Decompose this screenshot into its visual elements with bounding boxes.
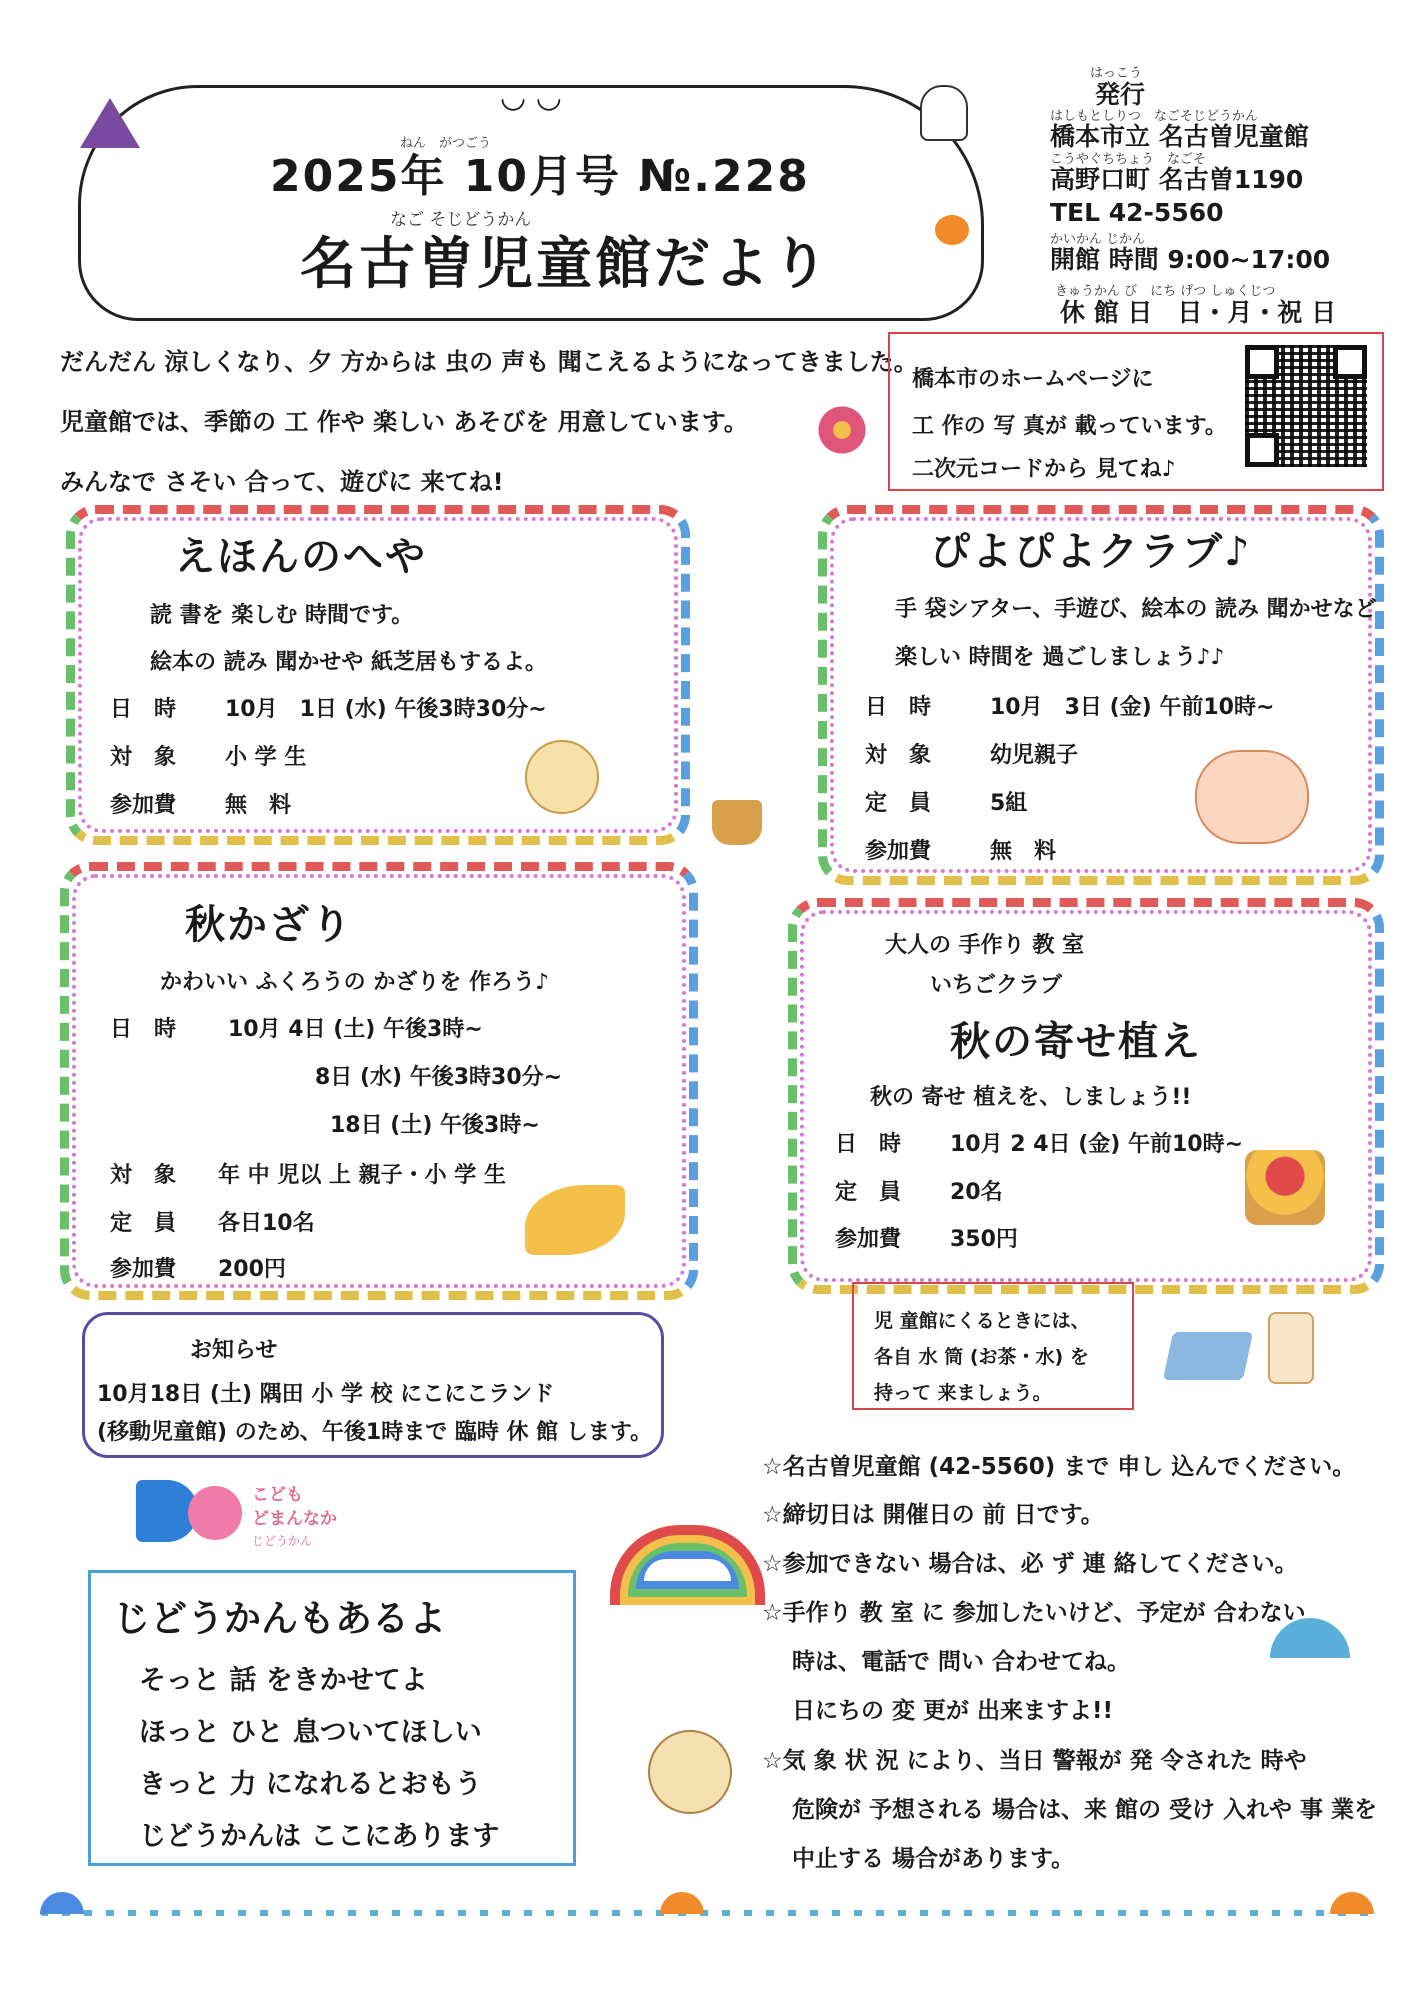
towel-icon <box>1163 1332 1253 1380</box>
aki-date-3: 18日 (土) 午後3時~ <box>330 1113 540 1138</box>
cosmos-flower-icon <box>812 400 872 460</box>
aki-fee-label: 参加費 <box>110 1257 177 1282</box>
yose-subtitle-2: いちごクラブ <box>930 973 1063 998</box>
storm-kid-illustration <box>648 1730 732 1814</box>
water-line-2: 各自 水 筒 (お茶・水) を <box>874 1346 1089 1368</box>
qr-code[interactable] <box>1245 345 1367 467</box>
witch-hat-icon <box>80 98 140 148</box>
page-title: 名古曽児童館だより <box>300 232 831 297</box>
jidoukan-line-2: ほっと ひと 息ついてほしい <box>139 1717 482 1748</box>
issue-number: 2025年 10月号 №.228 <box>270 151 810 202</box>
hakkou-ruby: はっこう <box>1090 66 1143 81</box>
footer-raindrop-border <box>40 1910 1380 1916</box>
piyo-fee-label: 参加費 <box>865 839 932 864</box>
yose-fee: 350円 <box>950 1227 1018 1252</box>
ehon-date: 10月 1日 (水) 午後3時30分~ <box>225 697 547 722</box>
issue-ruby: ねん がつごう <box>400 136 492 151</box>
ehon-target-label: 対 象 <box>110 745 177 770</box>
note-1: ☆名古曽児童館 (42-5560) まで 申し 込んでください。 <box>762 1454 1356 1480</box>
note-7: ☆気 象 状 況 により、当日 警報が 発 令された 時や <box>762 1748 1307 1774</box>
piyo-fee: 無 料 <box>990 839 1057 864</box>
note-3: ☆参加できない 場合は、必 ず 連 絡してください。 <box>762 1551 1298 1577</box>
ehon-fee: 無 料 <box>225 793 292 818</box>
yose-date: 10月 2 4日 (金) 午前10時~ <box>950 1132 1244 1157</box>
aki-fee: 200円 <box>218 1257 286 1282</box>
water-line-1: 児 童館にくるときには、 <box>874 1310 1090 1332</box>
aki-capacity: 各日10名 <box>218 1211 315 1236</box>
hours-ruby: かいかん じかん <box>1050 232 1146 247</box>
notice-line-1: 10月18日 (土) 隅田 小 学 校 にこにこランド <box>97 1382 555 1407</box>
ehon-desc-1: 読 書を 楽しむ 時間です。 <box>150 603 414 628</box>
ehon-date-label: 日 時 <box>110 697 177 722</box>
footer-umbrella-icon <box>1330 1892 1374 1914</box>
footer-umbrella-icon <box>40 1892 84 1914</box>
ehon-target: 小 学 生 <box>225 745 307 770</box>
yose-subtitle-1: 大人の 手作り 教 室 <box>885 933 1084 958</box>
note-5: 時は、電話で 問い 合わせてね。 <box>792 1649 1131 1675</box>
note-8: 危険が 予想される 場合は、来 館の 受け 入れや 事 業を <box>792 1797 1378 1823</box>
publisher-tel: TEL 42-5560 <box>1050 198 1224 227</box>
notice-line-2: (移動児童館) のため、午後1時まで 臨時 休 館 します。 <box>97 1420 653 1445</box>
ghost-face-icon: ◡ ◡ <box>500 80 562 115</box>
jidoukan-line-3: きっと 力 になれるとおもう <box>139 1769 482 1800</box>
intro-line-1: だんだん 涼しくなり、夕 方からは 虫の 声も 聞こえるようになってきました。 <box>60 348 918 376</box>
qr-finder <box>1245 345 1279 379</box>
piyo-capacity-label: 定 員 <box>865 791 932 816</box>
note-6: 日にちの 変 更が 出来ますよ!! <box>792 1698 1114 1724</box>
piyo-date-label: 日 時 <box>865 695 932 720</box>
logo-text-1: こども <box>252 1485 303 1505</box>
piyo-desc-2: 楽しい 時間を 過ごしましょう♪♪ <box>895 645 1225 670</box>
jidoukan-line-1: そっと 話 をきかせてよ <box>139 1665 428 1696</box>
intro-line-2: 児童館では、季節の 工 作や 楽しい あそびを 用意しています。 <box>60 408 748 436</box>
yose-date-label: 日 時 <box>835 1132 902 1157</box>
qr-text-1: 橋本市のホームページに <box>912 367 1154 392</box>
qr-finder <box>1245 433 1279 467</box>
piyo-date: 10月 3日 (金) 午前10時~ <box>990 695 1275 720</box>
closed-days: 休 館 日 日・月・祝 日 <box>1060 298 1337 327</box>
piyo-desc-1: 手 袋シアター、手遊び、絵本の 読み 聞かせなど <box>895 597 1377 622</box>
water-bottle-icon <box>1268 1312 1314 1384</box>
yose-fee-label: 参加費 <box>835 1227 902 1252</box>
jidoukan-box <box>88 1570 576 1866</box>
aki-title: 秋かざり <box>185 902 353 948</box>
jidoukan-line-4: じどうかんは ここにあります <box>139 1821 500 1852</box>
note-9: 中止する 場合があります。 <box>792 1846 1075 1872</box>
yose-desc: 秋の 寄せ 植えを、しましょう!! <box>870 1085 1192 1110</box>
qr-text-2: 工 作の 写 真が 載っています。 <box>912 414 1227 439</box>
publisher-address-ruby: こうやぐちちょう なごそ <box>1050 152 1207 167</box>
footer-umbrella-icon <box>660 1892 704 1914</box>
note-2: ☆締切日は 開催日の 前 日です。 <box>762 1502 1104 1528</box>
logo-text-2: どまんなか <box>252 1509 337 1529</box>
opening-hours: 開館 時間 9:00~17:00 <box>1050 245 1331 274</box>
flower-basket-illustration <box>1245 1150 1325 1225</box>
jidoukan-title: じどうかんもあるよ <box>113 1597 446 1640</box>
publisher-address: 高野口町 名古曽1190 <box>1050 165 1304 194</box>
ehon-desc-2: 絵本の 読み 聞かせや 紙芝居もするよ。 <box>150 650 547 675</box>
aki-target-label: 対 象 <box>110 1163 177 1188</box>
yose-capacity: 20名 <box>950 1180 1003 1205</box>
publisher-name: 橋本市立 名古曽児童館 <box>1050 122 1309 151</box>
title-ruby: なご そじどうかん <box>390 210 532 230</box>
closed-ruby: きゅうかん び にち げつ しゅくじつ <box>1055 284 1276 299</box>
aki-date-2: 8日 (水) 午後3時30分~ <box>315 1065 563 1090</box>
water-bottle-box <box>852 1282 1134 1410</box>
puppet-theater-illustration <box>1195 750 1309 844</box>
aki-capacity-label: 定 員 <box>110 1211 177 1236</box>
yose-title: 秋の寄せ植え <box>950 1019 1202 1065</box>
yose-capacity-label: 定 員 <box>835 1180 902 1205</box>
pumpkin-icon <box>935 215 969 245</box>
notice-heading: お知らせ <box>190 1338 278 1363</box>
aki-date-1: 10月 4日 (土) 午後3時~ <box>228 1017 483 1042</box>
aki-desc: かわいい ふくろうの かざりを 作ろう♪ <box>160 970 550 995</box>
rainbow-children-illustration <box>610 1525 765 1605</box>
intro-line-3: みんなで さそい 合って、遊びに 来てね! <box>60 468 504 496</box>
publisher-name-ruby: はしもとしりつ なごそじどうかん <box>1050 109 1259 124</box>
piyo-title: ぴよぴよクラブ♪ <box>930 529 1252 575</box>
ehon-title: えほんのへや <box>175 534 427 580</box>
small-ghost-icon <box>920 85 968 141</box>
logo-circle-icon <box>188 1486 242 1540</box>
candy-basket-icon <box>712 800 762 845</box>
aki-target: 年 中 児以 上 親子・小 学 生 <box>218 1163 506 1188</box>
aki-date-label: 日 時 <box>110 1017 177 1042</box>
qr-text-3: 二次元コードから 見てね♪ <box>912 457 1176 482</box>
logo-text-3: じどうかん <box>252 1534 313 1548</box>
piyo-capacity: 5組 <box>990 791 1028 816</box>
publisher-label: 発行 <box>1095 80 1146 109</box>
reading-children-illustration <box>525 740 599 814</box>
water-line-3: 持って 来ましょう。 <box>874 1382 1052 1404</box>
piyo-target-label: 対 象 <box>865 743 932 768</box>
note-4: ☆手作り 教 室 に 参加したいけど、予定が 合わない <box>762 1600 1306 1626</box>
ehon-fee-label: 参加費 <box>110 793 177 818</box>
qr-finder <box>1333 345 1367 379</box>
piyo-target: 幼児親子 <box>990 743 1079 768</box>
notice-box <box>82 1312 664 1458</box>
